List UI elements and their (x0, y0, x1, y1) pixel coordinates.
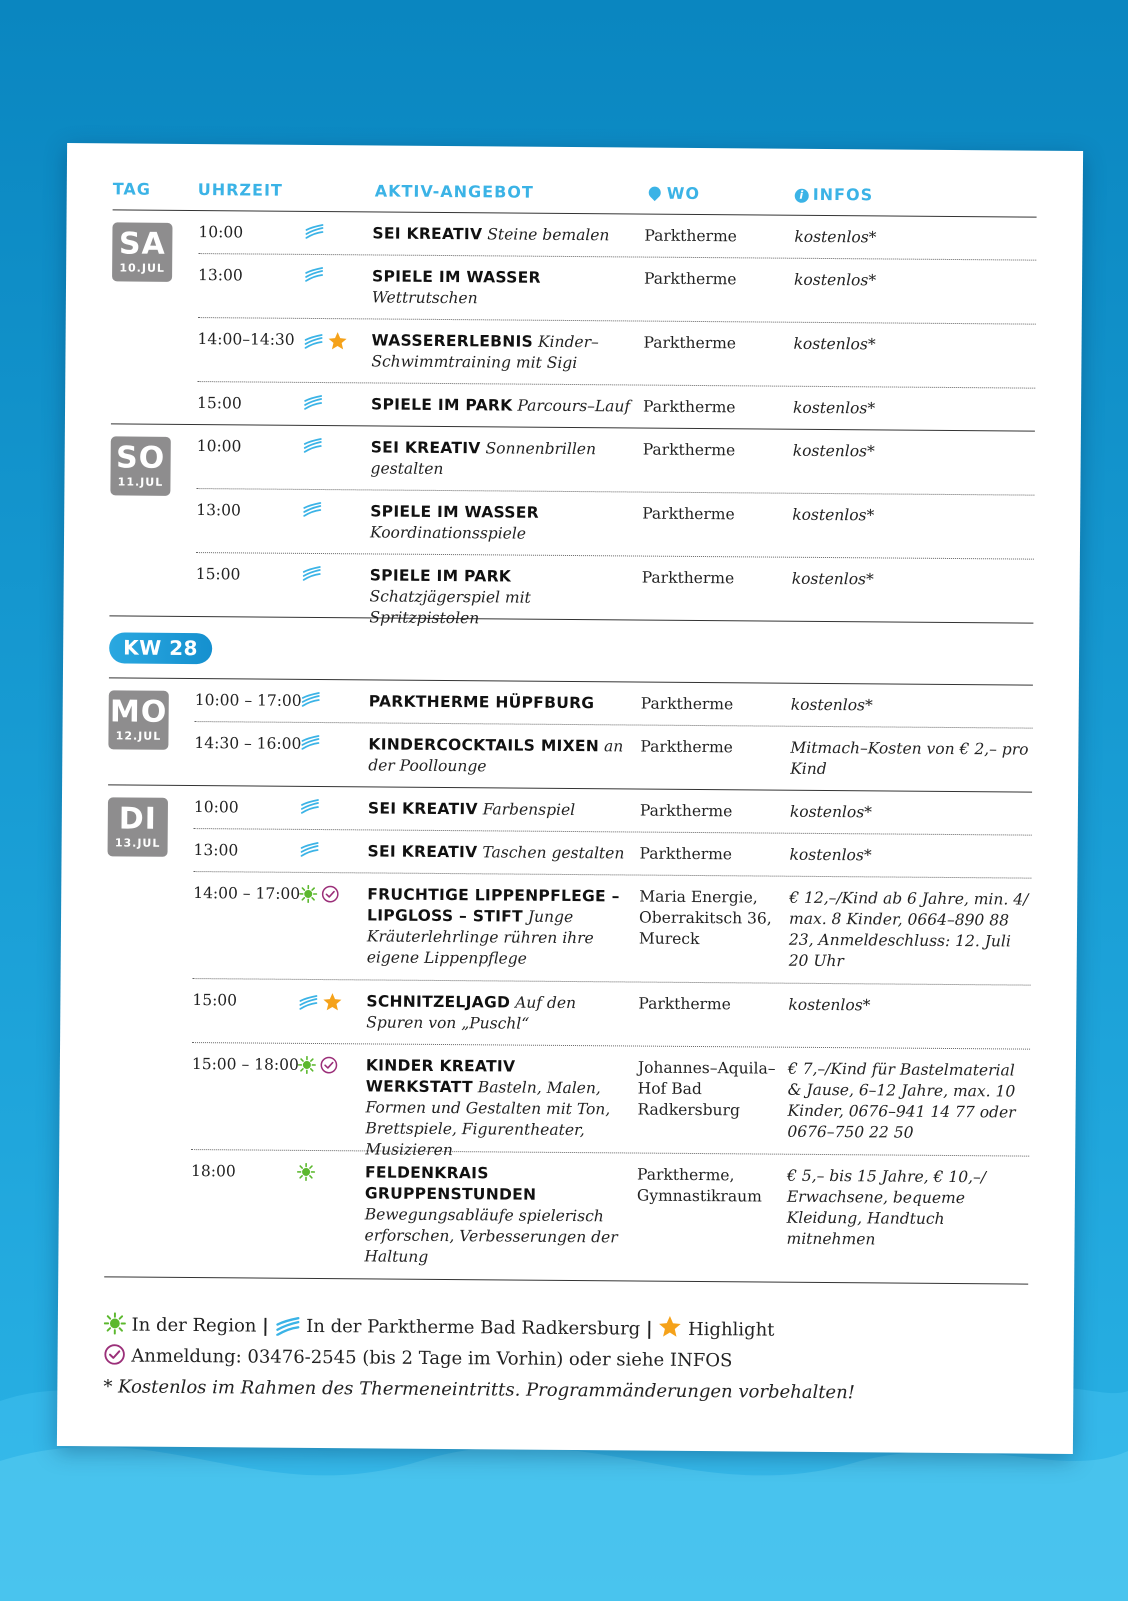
table-row (193, 872, 1032, 986)
activity-cell (372, 223, 634, 246)
sun-icon (297, 1163, 315, 1187)
time-cell: 13:00 (198, 266, 243, 285)
legend-anmeldung: Anmeldung: 03476-2545 (bis 2 Tage im Vorhin) oder siehe INFOS (131, 1345, 733, 1372)
category-icons (299, 885, 339, 909)
activity-cell (372, 266, 634, 310)
waves-icon (301, 692, 321, 713)
waves-icon (303, 438, 323, 459)
activity-title: SPIELE IM WASSER (370, 502, 540, 522)
time-cell: 10:00 – 17:00 (194, 691, 302, 710)
waves-icon (304, 267, 324, 288)
table-row (194, 722, 1032, 792)
info-cell: kostenlos* (792, 441, 875, 461)
category-icons (300, 735, 320, 756)
waves-icon (274, 1316, 300, 1337)
location-cell: Parktherme (644, 226, 737, 246)
day-badge (108, 690, 168, 749)
activity-cell (367, 884, 630, 970)
day-group (108, 678, 1033, 792)
sun-icon (298, 1056, 316, 1080)
table-row (190, 1150, 1029, 1284)
time-cell: 14:00–14:30 (197, 330, 295, 349)
table-row (195, 679, 1033, 729)
info-cell: kostenlos* (789, 802, 873, 822)
activity-subtitle: Koordinationsspiele (370, 523, 527, 543)
activity-subtitle: Schatzjägerspiel mit Spritzpistolen (369, 587, 531, 628)
category-icons (303, 331, 347, 357)
info-cell: kostenlos* (792, 505, 875, 525)
day-abbr: MO (109, 694, 168, 730)
location-cell: Parktherme (639, 801, 733, 821)
day-date: 12.JUL (115, 729, 162, 743)
time-cell: 15:00 (192, 991, 238, 1010)
legend-region: In der Region (131, 1314, 257, 1337)
info-cell: kostenlos* (794, 270, 877, 290)
legend (103, 1309, 1028, 1409)
category-icons (303, 395, 323, 416)
header-wo-label: WO (666, 183, 701, 204)
activity-title: SCHNITZELJAGD (366, 992, 511, 1012)
activity-subtitle: Auf den Spuren von „Puschl“ (366, 993, 577, 1033)
activity-title: SEI KREATIV (370, 438, 481, 458)
table-row (193, 829, 1031, 879)
schedule-table (103, 179, 1037, 1409)
time-cell: 10:00 (193, 798, 239, 817)
location-pin-icon (646, 184, 663, 201)
activity-cell (369, 691, 631, 714)
activity-title: SPIELE IM PARK (371, 395, 513, 415)
day-badge (110, 436, 170, 495)
week-badge: KW 28 (109, 632, 212, 664)
activity-subtitle: Farbenspiel (482, 800, 576, 820)
location-cell: Parktherme (641, 568, 735, 588)
activity-cell (364, 1162, 627, 1269)
info-cell: kostenlos* (794, 227, 877, 247)
activity-subtitle: an der Poollounge (368, 737, 624, 776)
table-row (196, 425, 1034, 496)
location-cell: Parktherme (643, 397, 736, 417)
location-cell: Maria Energie, Oberrakitsch 36, Mureck (638, 887, 772, 949)
activity-title: FELDENKRAIS GRUPPENSTUNDEN (364, 1163, 537, 1204)
activity-title: KINDER KREATIV WERKSTATT (365, 1056, 516, 1097)
legend-separator: | (645, 1318, 653, 1340)
legend-footnote: * Kostenlos im Rahmen des Thermeneintritts. Programmänderungen vorbehalten! (103, 1376, 856, 1404)
category-icons (302, 502, 322, 523)
category-icons (297, 1163, 315, 1187)
activity-subtitle: Bewegungsabläufe spielerisch erforschen, Verbesserungen der Haltung (364, 1205, 618, 1266)
info-cell: € 7,–/Kind für Bastelmaterial & Jause, 6–12 Jahre, max. 10 Kinder, 0676–941 14 77 oder 0676–750 22 50 (787, 1059, 1016, 1142)
activity-subtitle: Wettrutschen (371, 288, 478, 308)
header-angebot: AKTIV-ANGEBOT (374, 181, 534, 202)
table-row (194, 786, 1032, 836)
category-icons (301, 692, 321, 713)
header-uhrzeit: UHRZEIT (197, 180, 283, 200)
category-icons (298, 1056, 338, 1080)
activity-title: SEI KREATIV (367, 799, 478, 819)
location-cell: Parktherme (644, 269, 737, 289)
waves-icon (303, 395, 323, 416)
activity-cell (370, 501, 632, 545)
table-row (198, 254, 1036, 325)
category-icons (299, 842, 319, 863)
time-cell: 14:30 – 16:00 (194, 734, 302, 753)
location-cell: Parktherme (640, 737, 733, 757)
legend-highlight: Highlight (687, 1318, 775, 1341)
activity-title: SPIELE IM PARK (369, 566, 512, 586)
table-row (195, 553, 1033, 628)
activity-cell (366, 991, 628, 1035)
time-cell: 13:00 (196, 501, 241, 520)
location-cell: Parktherme (639, 844, 733, 864)
waves-icon (304, 224, 324, 245)
activity-subtitle: Kinder–Schwimmtraining mit Sigi (371, 332, 599, 373)
time-cell: 13:00 (193, 841, 239, 860)
activity-title: FRUCHTIGE LIPPENPFLEGE – LIPGLOSS – STIFT (367, 885, 620, 926)
check-icon (320, 1056, 338, 1080)
activity-title: PARKTHERME HÜPFBURG (368, 692, 595, 713)
info-cell: kostenlos* (788, 995, 871, 1015)
sun-icon (104, 1314, 126, 1335)
header-tag: TAG (112, 179, 152, 199)
time-cell: 15:00 (197, 394, 242, 413)
activity-title: KINDERCOCKTAILS MIXEN (368, 735, 600, 756)
activity-subtitle: Taschen gestalten (482, 843, 625, 863)
table-row (197, 382, 1035, 431)
activity-cell (365, 1055, 628, 1162)
day-date: 11.JUL (117, 475, 164, 489)
day-abbr: DI (118, 801, 157, 837)
activity-subtitle: Sonnenbrillen gestalten (370, 439, 597, 478)
activity-cell (368, 734, 630, 778)
info-cell: kostenlos* (793, 398, 876, 418)
location-cell: Parktherme (638, 994, 731, 1014)
waves-icon (303, 333, 323, 354)
header-infos (795, 185, 874, 205)
location-cell: Parktherme (642, 440, 736, 460)
activity-cell (371, 394, 633, 417)
info-cell: kostenlos* (791, 569, 874, 589)
star-icon (327, 331, 347, 357)
header-wo (649, 184, 700, 203)
day-badge (108, 797, 168, 856)
info-cell: kostenlos* (790, 695, 873, 715)
activity-subtitle: Parcours–Lauf (517, 396, 631, 416)
check-icon (104, 1345, 126, 1366)
activity-cell (370, 437, 632, 481)
table-row (192, 979, 1030, 1050)
day-group (104, 785, 1032, 1284)
waves-icon (302, 566, 322, 587)
table-row (196, 489, 1034, 560)
waves-icon (302, 502, 322, 523)
info-cell: Mitmach–Kosten von € 2,– pro Kind (790, 738, 1029, 779)
star-icon (322, 992, 342, 1018)
info-cell: € 12,–/Kind ab 6 Jahre, min. 4/ max. 8 Kinder, 0664–890 88 23, Anmeldeschluss: 12. Juli 20 Uhr (788, 888, 1029, 971)
legend-parktherme: In der Parktherme Bad Radkersburg (306, 1315, 641, 1340)
activity-title: SEI KREATIV (367, 842, 478, 862)
location-cell: Parktherme (642, 504, 735, 524)
sun-icon (299, 885, 317, 909)
day-badge (112, 222, 172, 281)
activity-subtitle: Junge Kräuterlehrlinge rühren ihre eigene Lippenpflege (366, 907, 594, 968)
activity-cell (368, 798, 630, 821)
info-cell: kostenlos* (789, 845, 872, 865)
info-icon: i (795, 189, 809, 203)
category-icons (298, 992, 342, 1018)
table-row (197, 318, 1035, 389)
waves-icon (298, 994, 318, 1015)
category-icons (303, 438, 323, 459)
star-icon (658, 1319, 682, 1340)
location-cell: Parktherme, Gymnastikraum (636, 1165, 762, 1206)
info-cell: kostenlos* (793, 334, 876, 354)
day-abbr: SA (118, 226, 166, 262)
program-sheet (57, 143, 1083, 1454)
day-group (109, 424, 1034, 628)
activity-title: SEI KREATIV (372, 224, 483, 244)
time-cell: 10:00 (196, 437, 242, 456)
activity-subtitle: Basteln, Malen, Formen und Gestalten mit Ton, Brettspiele, Figurentheater, Musizieren (365, 1078, 611, 1160)
table-row (191, 1043, 1030, 1160)
legend-separator: | (262, 1315, 269, 1337)
time-cell: 14:00 – 17:00 (193, 884, 301, 903)
waves-icon (299, 842, 319, 863)
activity-title: SPIELE IM WASSER (372, 267, 541, 287)
header-infos-label: INFOS (812, 184, 874, 205)
location-cell: Parktherme (640, 694, 734, 714)
category-icons (302, 566, 322, 587)
category-icons (304, 267, 324, 288)
time-cell: 15:00 (195, 565, 241, 584)
info-cell: € 5,– bis 15 Jahre, € 10,–/ Erwachsene, bequeme Kleidung, Handtuch mitnehmen (786, 1166, 987, 1249)
waves-icon (300, 799, 320, 820)
activity-subtitle: Steine bemalen (487, 225, 610, 245)
location-cell: Parktherme (643, 333, 737, 353)
category-icons (300, 799, 320, 820)
activity-cell (367, 841, 629, 864)
day-group (111, 210, 1037, 431)
time-cell: 10:00 (198, 223, 244, 242)
activity-cell (369, 565, 631, 630)
waves-icon (300, 735, 320, 756)
activity-cell (371, 330, 633, 374)
table-row (198, 211, 1036, 261)
time-cell: 15:00 – 18:00 (191, 1055, 299, 1074)
category-icons (304, 224, 324, 245)
activity-title: WASSERERLEBNIS (371, 331, 534, 351)
day-date: 10.JUL (119, 261, 165, 275)
day-abbr: SO (115, 440, 166, 476)
location-cell: Johannes–Aquila–Hof Bad Radkersburg (637, 1058, 776, 1120)
time-cell: 18:00 (190, 1162, 236, 1181)
day-date: 13.JUL (114, 836, 161, 850)
check-icon (321, 885, 339, 909)
